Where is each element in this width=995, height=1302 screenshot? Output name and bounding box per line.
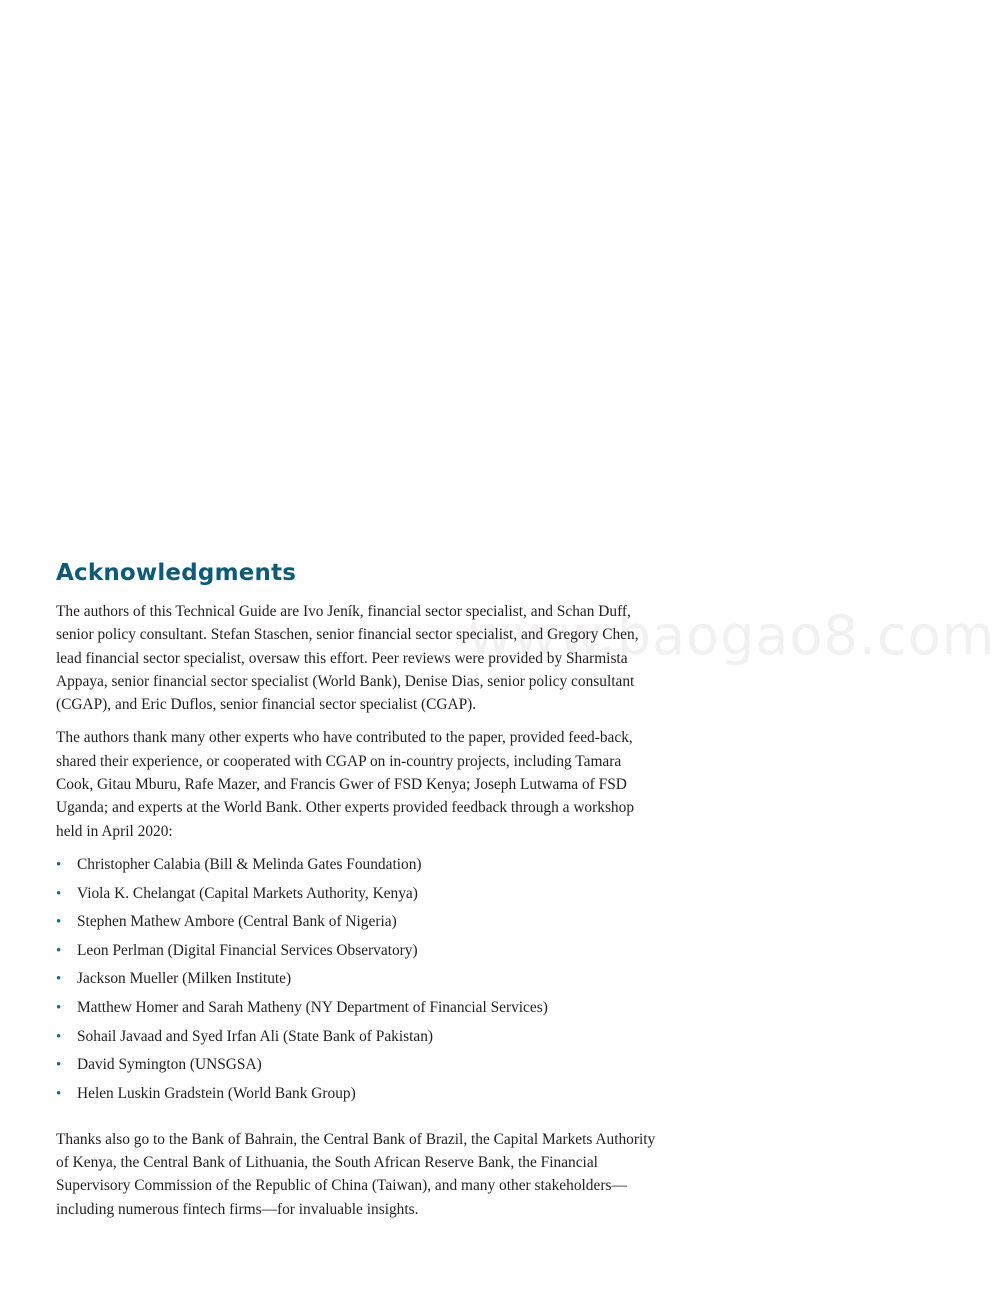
list-item: [56, 940, 656, 962]
list-item-text: Matthew Homer and Sarah Matheny (NY Department of Financial Services): [77, 998, 548, 1016]
section-heading: Acknowledgments: [56, 560, 297, 586]
list-item-text: Stephen Mathew Ambore (Central Bank of Nigeria): [77, 913, 397, 931]
list-item: [56, 1083, 656, 1105]
bullet-icon: •: [56, 1057, 62, 1074]
bullet-icon: •: [56, 942, 62, 959]
expert-list: [56, 854, 656, 1105]
list-item-text: Leon Perlman (Digital Financial Services Observatory): [77, 941, 418, 959]
list-item-text: Helen Luskin Gradstein (World Bank Group): [77, 1084, 356, 1102]
bullet-icon: •: [56, 971, 62, 988]
authors-paragraph: The authors of this Technical Guide are Ivo Jeník, financial sector specialist, and Schan Duff, senior policy consultant. Stefan Staschen, senior financial sector specialist, and Gregory Chen, lead financial sector specialist, oversaw this effort. Peer reviews were provided by Sharmista Appaya, senior financial sector specialist (World Bank), Denise Dias, senior policy consultant (CGAP), and Eric Duflos, senior financial sector specialist (CGAP).: [56, 603, 639, 714]
list-item: [56, 968, 656, 990]
bullet-icon: •: [56, 914, 62, 931]
list-item: [56, 997, 656, 1019]
list-item: [56, 854, 656, 876]
list-item: [56, 883, 656, 905]
closing-paragraph: Thanks also go to the Bank of Bahrain, the Central Bank of Brazil, the Capital Markets Authority of Kenya, the Central Bank of Lithuania, the South African Reserve Bank, the Financial Supervisory Commission of the Republic of China (Taiwan), and many other stakeholders—including numerous fintech firms—for invaluable insights.: [56, 1130, 656, 1218]
bullet-icon: •: [56, 1028, 62, 1045]
list-item: [56, 1026, 656, 1048]
bullet-icon: •: [56, 1085, 62, 1102]
list-item-text: Christopher Calabia (Bill & Melinda Gates Foundation): [77, 855, 422, 873]
list-item: [56, 911, 656, 933]
bullet-icon: •: [56, 856, 62, 873]
list-item: [56, 1054, 656, 1076]
list-item-text: David Symington (UNSGSA): [77, 1056, 262, 1074]
bullet-icon: •: [56, 885, 62, 902]
list-item-text: Sohail Javaad and Syed Irfan Ali (State Bank of Pakistan): [77, 1027, 434, 1045]
acknowledgments-section: [56, 560, 656, 1221]
bullet-icon: •: [56, 999, 62, 1016]
experts-paragraph: The authors thank many other experts who have contributed to the paper, provided feed-back, shared their experience, or cooperated with CGAP on in-country projects, including Tamara Cook, Gitau Mburu, Rafe Mazer, and Francis Gwer of FSD Kenya; Joseph Lutwama of FSD Uganda; and experts at the World Bank. Other experts provided feedback through a workshop held in April 2020:: [56, 729, 635, 840]
watermark: www.baogao8.com: [468, 604, 995, 667]
list-item-text: Jackson Mueller (Milken Institute): [77, 970, 292, 988]
list-item-text: Viola K. Chelangat (Capital Markets Authority, Kenya): [77, 884, 418, 902]
